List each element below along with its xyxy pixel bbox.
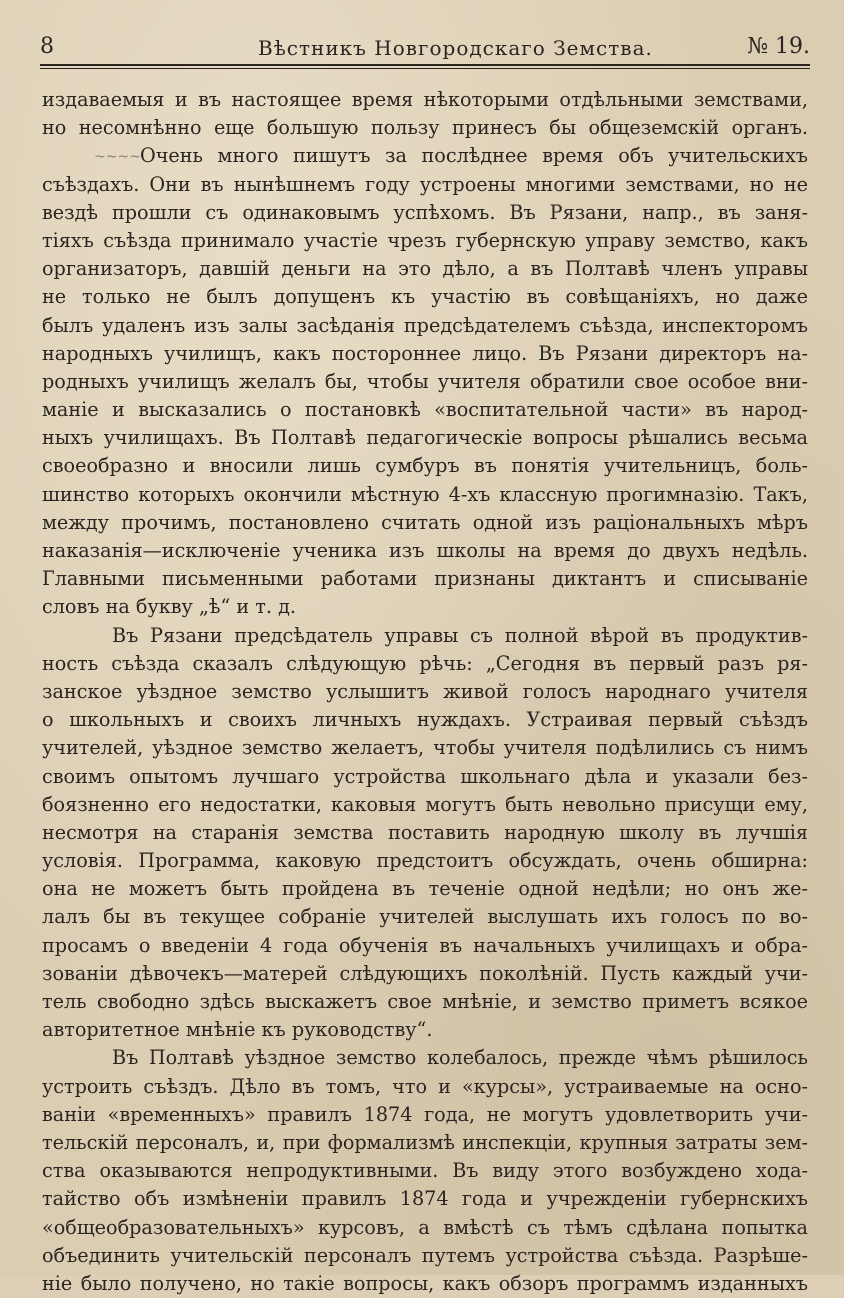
text-line: просамъ о введеніи 4 года обученія въ начальныхъ училищахъ и обра- [42,933,808,957]
text-line: боязненно его недостатки, каковыя могутъ быть невольно присущи ему, [42,792,808,816]
text-line: маніе и высказались о постановкѣ «воспитательной части» въ народ- [42,398,808,422]
text-line-paragraph-start: ~~~~Очень много пишутъ за послѣднее время объ учительскихъ [42,142,808,170]
text-line: ніе было получено, но такіе вопросы, какъ обзоръ программъ изданныхъ [42,1271,808,1295]
text-line-paragraph-end: авторитетное мнѣніе къ руководству“. [42,1018,433,1042]
text-line: о школьныхъ и своихъ личныхъ нуждахъ. Устраивая первый съѣздъ [42,708,808,732]
journal-title: Вѣстникъ Новгородскаго Земства. [258,36,653,60]
text-line: тельскій персоналъ, и, при формализмѣ инспекціи, крупныя затраты зем- [42,1130,808,1154]
text-line: но несомнѣнно еще большую пользу принесъ бы общеземскій органъ. [42,116,808,140]
text-line: занское уѣздное земство услышитъ живой голосъ народнаго учителя [42,679,808,703]
text-line: объединить учительскій персоналъ путемъ устройства съѣзда. Разрѣше- [42,1243,808,1267]
text-line: устроить съѣздъ. Дѣло въ томъ, что и «курсы», устраиваемые на осно- [42,1074,808,1098]
text-line: условія. Программа, каковую предстоитъ обсуждать, очень обширна: [42,849,808,873]
text-line: тайство объ измѣненіи правилъ 1874 года и учрежденіи губернскихъ [42,1187,808,1211]
text-line: не только не былъ допущенъ къ участію въ совѣщаніяхъ, но даже [42,285,808,309]
text-line: тель свободно здѣсь выскажетъ свое мнѣніе, и земство приметъ всякое [42,990,808,1013]
text-line: ства оказываются непродуктивными. Въ виду этого возбуждено хода- [42,1159,808,1183]
issue-number: № 19. [747,34,810,59]
text-line: Главными письменными работами признаны диктантъ и списываніе [42,567,808,591]
text-line: несмотря на старанія земства поставить народную школу въ лучшія [42,820,808,844]
text-line: она не можетъ быть пройдена въ теченіе одной недѣли; но онъ же- [42,877,808,901]
text-line: вездѣ прошли съ одинаковымъ успѣхомъ. Въ Рязани, напр., въ заня- [42,200,808,224]
text-line-paragraph-end: словъ на букву „ѣ“ и т. д. [42,595,296,619]
text-line: съѣздахъ. Они въ нынѣшнемъ году устроены многими земствами, но не [42,172,808,196]
text-line: между прочимъ, постановлено считать одной изъ раціональныхъ мѣръ [42,510,808,534]
text-line: тіяхъ съѣзда принимало участіе чрезъ губернскую управу земство, какъ [42,228,808,252]
text-line: народныхъ училищъ, какъ постороннее лицо. Въ Рязани директоръ на- [42,341,808,365]
text-line: издаваемыя и въ настоящее время нѣкоторыми отдѣльными земствами, [42,88,808,111]
text-line: родныхъ училищъ желалъ бы, чтобы учителя обратили свое особое вни- [42,369,808,393]
text-line: организаторъ, давшій деньги на это дѣло, а въ Полтавѣ членъ управы [42,257,808,281]
page-number: 8 [40,34,54,59]
text-line: ваніи «временныхъ» правилъ 1874 года, не могутъ удовлетворить учи- [42,1102,808,1126]
article-body [42,86,808,1298]
text-line: былъ удаленъ изъ залы засѣданія предсѣдателемъ съѣзда, инспекторомъ [42,313,808,337]
text-line-paragraph-start: Въ Полтавѣ уѣздное земство колебалось, прежде чѣмъ рѣшилось [112,1046,808,1070]
text-line: шинство которыхъ окончили мѣстную 4-хъ классную прогимназію. Такъ, [42,482,808,506]
text-line: зованіи дѣвочекъ—матерей слѣдующихъ поколѣній. Пусть каждый учи- [42,961,808,985]
page-header [40,32,810,66]
header-rule [40,64,810,66]
section-ornament-icon: ~~~~ [94,149,141,166]
text-line: ность съѣзда сказалъ слѣдующую рѣчь: „Сегодня въ первый разъ ря- [42,651,808,675]
text-line: учителей, уѣздное земство желаетъ, чтобы учителя подѣлились съ нимъ [42,736,808,760]
header-rule-thin [40,68,810,69]
text-line-paragraph-start: Въ Рязани предсѣдатель управы съ полной вѣрой въ продуктив- [112,623,808,647]
text-line: наказанія—исключеніе ученика изъ школы на время до двухъ недѣль. [42,539,808,562]
text-line: своимъ опытомъ лучшаго устройства школьнаго дѣла и указали без- [42,764,808,788]
text-line: лалъ бы въ текущее собраніе учителей выслушать ихъ голосъ по во- [42,905,808,929]
text-line: своеобразно и вносили лишь сумбуръ въ понятія учительницъ, боль- [42,454,808,478]
text-line: ныхъ училищахъ. Въ Полтавѣ педагогическіе вопросы рѣшались весьма [42,426,808,450]
text-line: «общеобразовательныхъ» курсовъ, а вмѣстѣ съ тѣмъ сдѣлана попытка [42,1215,808,1239]
